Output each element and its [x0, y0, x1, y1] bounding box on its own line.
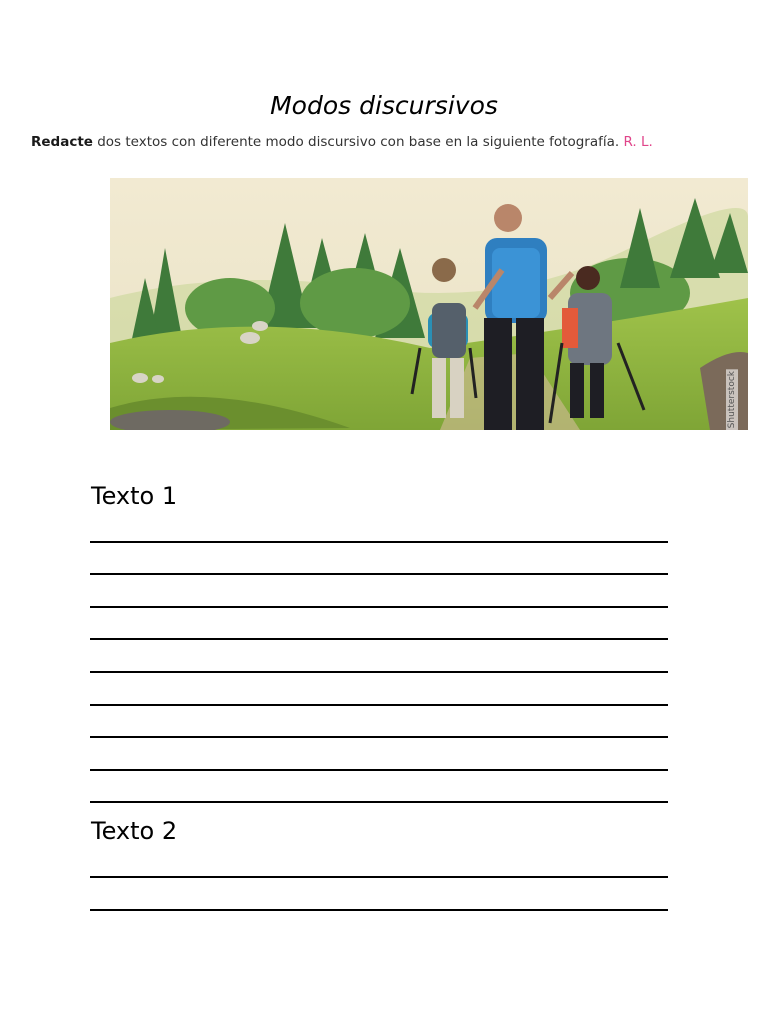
instruction-rl: R. L. — [623, 134, 653, 150]
writing-line — [90, 606, 668, 608]
photo-credit: Shutterstock — [727, 370, 737, 428]
writing-line — [90, 573, 668, 575]
page-title: Modos discursivos — [270, 91, 498, 120]
instruction-verb: Redacte — [31, 134, 93, 150]
writing-line — [90, 671, 668, 673]
writing-line — [90, 909, 668, 911]
section-label: Texto 1 — [91, 482, 178, 510]
writing-line — [90, 704, 668, 706]
writing-line — [90, 541, 668, 543]
hiking-photo — [110, 178, 748, 430]
writing-line — [90, 801, 668, 803]
hiking-scene-image — [110, 178, 748, 430]
section-label: Texto 2 — [91, 817, 178, 845]
writing-line — [90, 876, 668, 878]
writing-line — [90, 769, 668, 771]
instruction-text — [31, 134, 751, 150]
instruction-body: dos textos con diferente modo discursivo con base en la siguiente fotografía. — [92, 134, 624, 150]
writing-line — [90, 638, 668, 640]
writing-line — [90, 736, 668, 738]
